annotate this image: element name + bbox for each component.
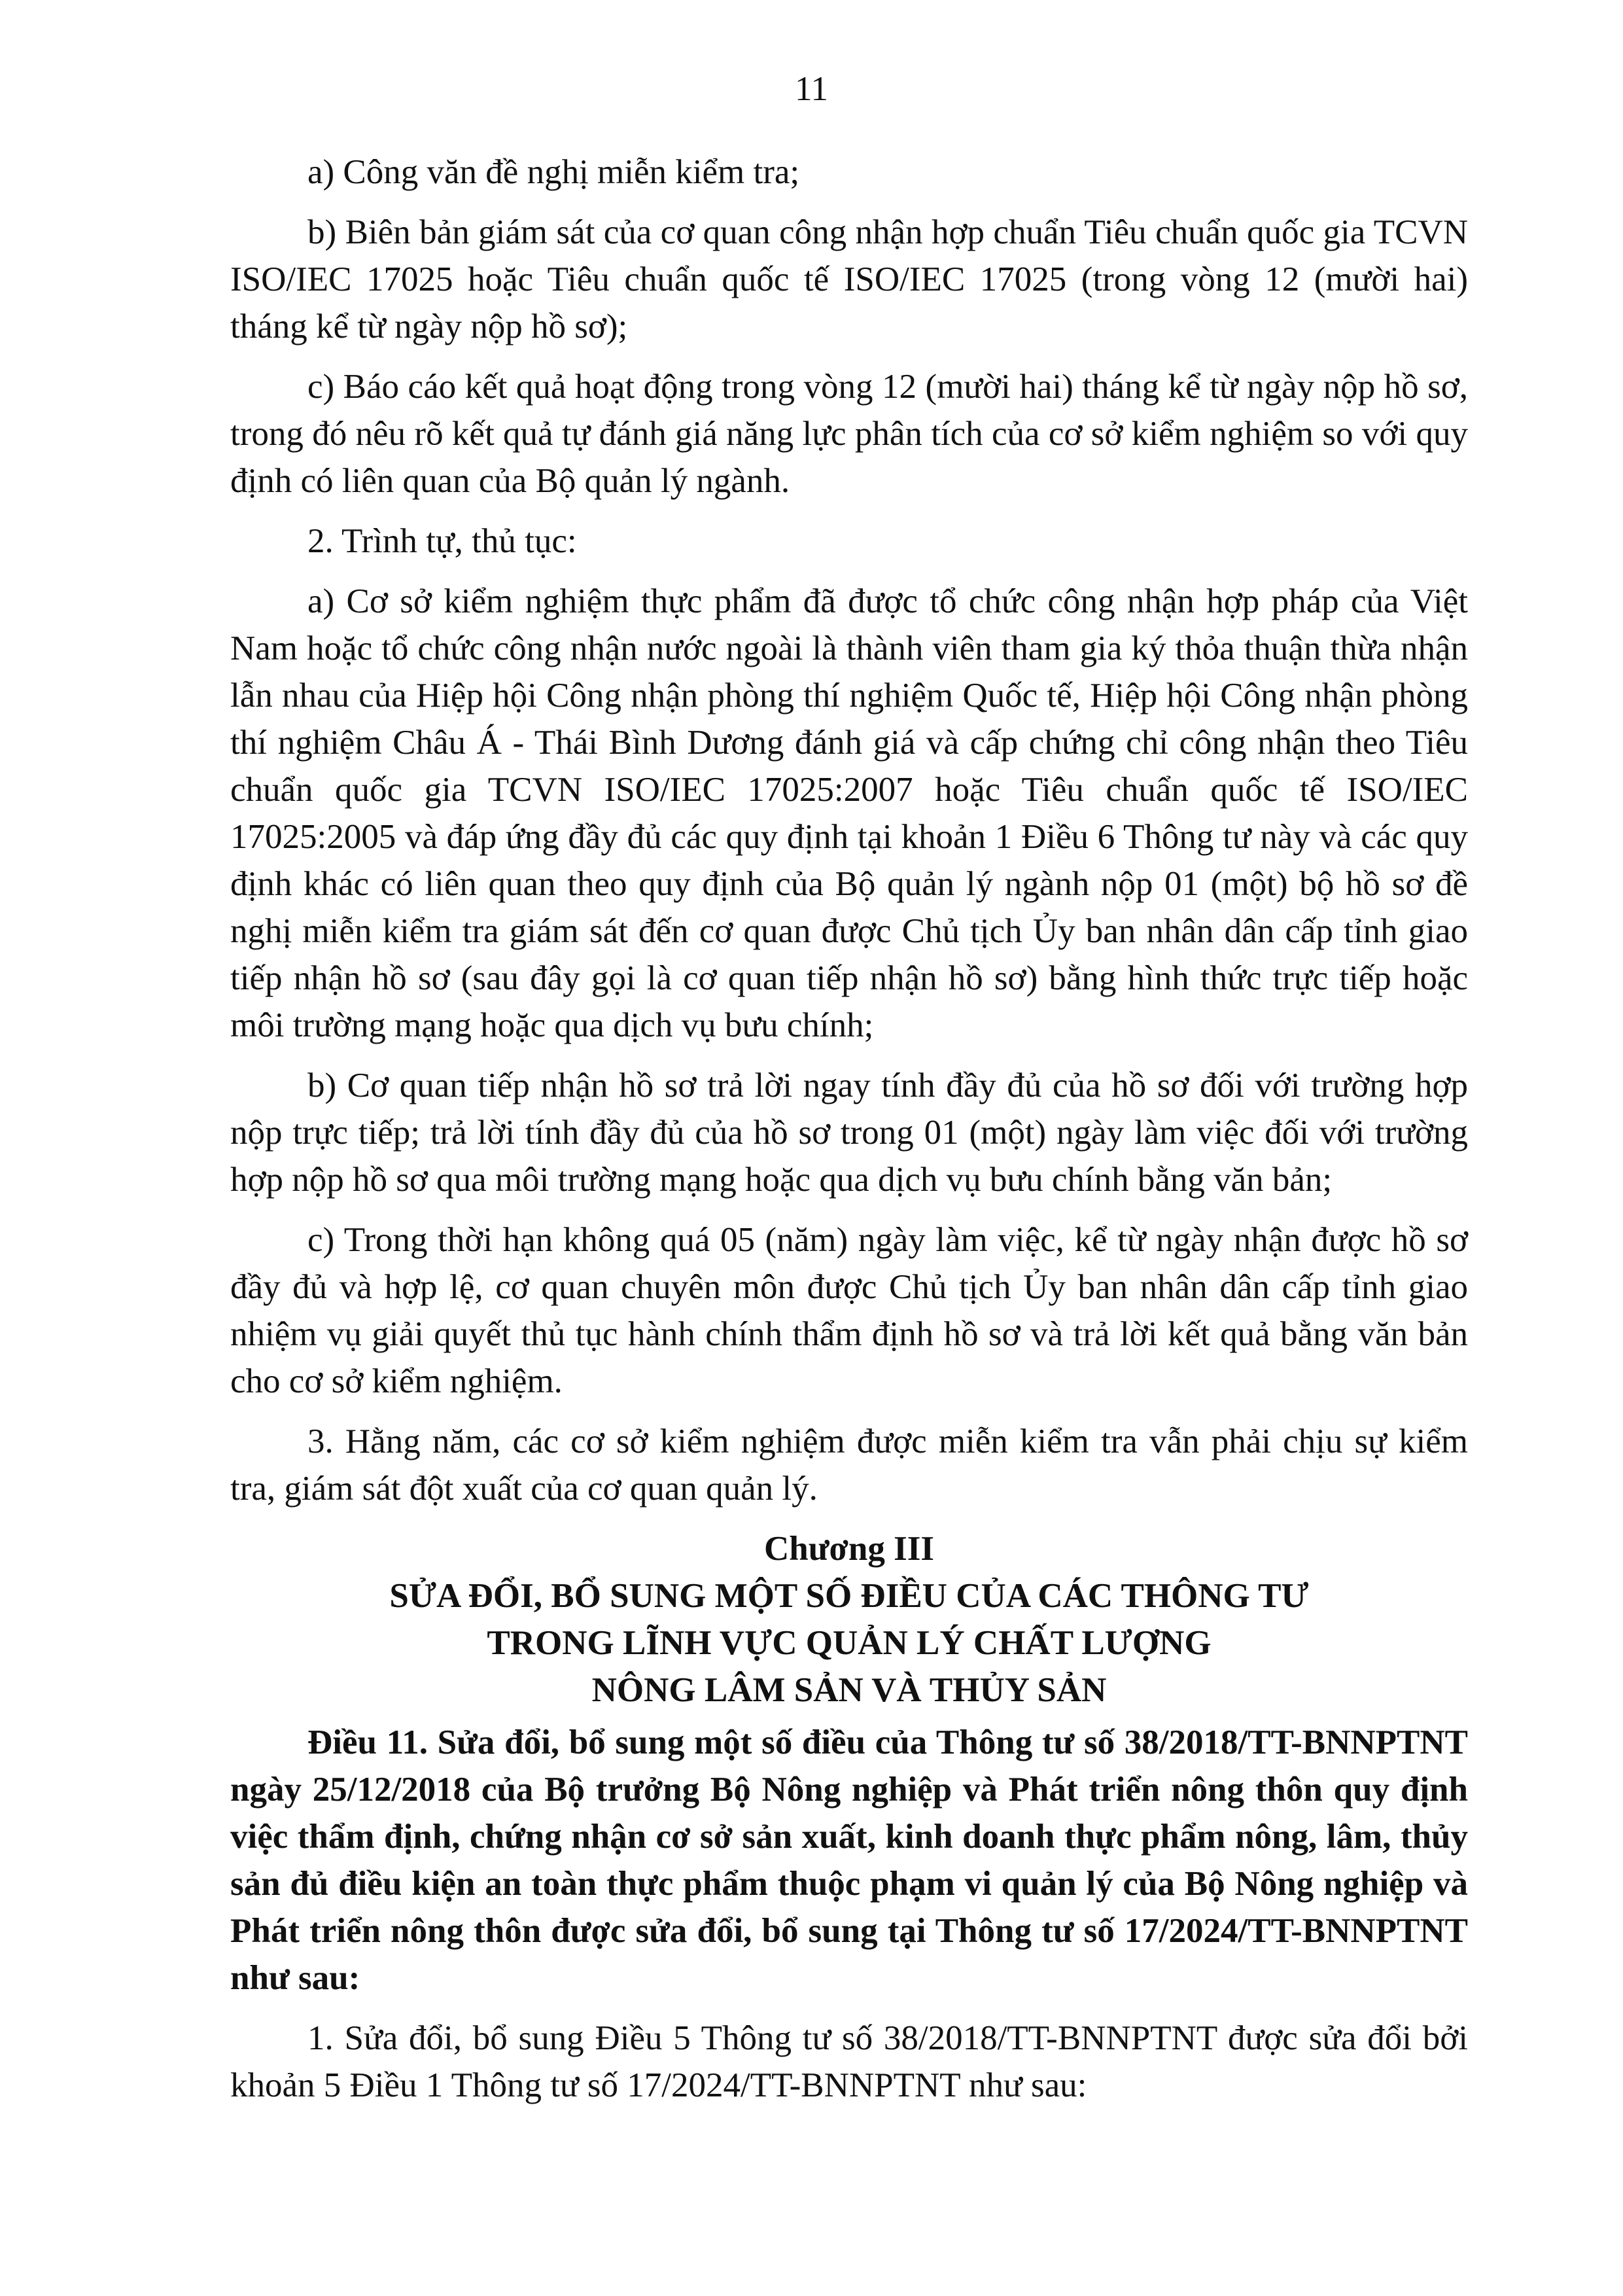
paragraph: a) Công văn đề nghị miễn kiểm tra;	[307, 153, 800, 191]
chapter-heading	[230, 1525, 1468, 1714]
paragraph: a) Cơ sở kiểm nghiệm thực phẩm đã được tổ chức công nhận hợp pháp của Việt Nam hoặc tổ chức công nhận nước ngoài là thành viên tham gia ký thỏa thuận thừa nhận lẫn nhau của Hiệp hội Công nhận phòng thí nghiệm Quốc tế, Hiệp hội Công nhận phòng thí nghiệm Châu Á - Thái Bình Dương đánh giá và cấp chứng chỉ công nhận theo Tiêu chuẩn quốc gia TCVN ISO/IEC 17025:2007 hoặc Tiêu chuẩn quốc tế ISO/IEC 17025:2005 và đáp ứng đầy đủ các quy định tại khoản 1 Điều 6 Thông tư này và các quy định khác có liên quan theo quy định của Bộ quản lý ngành nộp 01 (một) bộ hồ sơ đề nghị miễn kiểm tra giám sát đến cơ quan được Chủ tịch Ủy ban nhân dân cấp tỉnh giao tiếp nhận hồ sơ (sau đây gọi là cơ quan tiếp nhận hồ sơ) bằng hình thức trực tiếp hoặc môi trường mạng hoặc qua dịch vụ bưu chính;	[230, 582, 1468, 1044]
paragraph: c) Báo cáo kết quả hoạt động trong vòng 12 (mười hai) tháng kể từ ngày nộp hồ sơ, trong đó nêu rõ kết quả tự đánh giá năng lực phân tích của cơ sở kiểm nghiệm so với quy định có liên quan của Bộ quản lý ngành.	[230, 368, 1468, 500]
paragraph: c) Trong thời hạn không quá 05 (năm) ngày làm việc, kể từ ngày nhận được hồ sơ đầy đủ và hợp lệ, cơ quan chuyên môn được Chủ tịch Ủy ban nhân dân cấp tỉnh giao nhiệm vụ giải quyết thủ tục hành chính thẩm định hồ sơ và trả lời kết quả bằng văn bản cho cơ sở kiểm nghiệm.	[230, 1221, 1468, 1400]
paragraph: 1. Sửa đổi, bổ sung Điều 5 Thông tư số 38/2018/TT-BNNPTNT được sửa đổi bởi khoản 5 Điều 1 Thông tư số 17/2024/TT-BNNPTNT như sau:	[230, 2019, 1468, 2104]
paragraph: 2. Trình tự, thủ tục:	[307, 522, 577, 560]
paragraph: b) Biên bản giám sát của cơ quan công nhận hợp chuẩn Tiêu chuẩn quốc gia TCVN ISO/IEC 17025 hoặc Tiêu chuẩn quốc tế ISO/IEC 17025 (trong vòng 12 (mười hai) tháng kể từ ngày nộp hồ sơ);	[230, 213, 1468, 345]
chapter-title-line: TRONG LĨNH VỰC QUẢN LÝ CHẤT LƯỢNG	[487, 1624, 1212, 1662]
chapter-title-line: SỬA ĐỔI, BỔ SUNG MỘT SỐ ĐIỀU CỦA CÁC THÔNG TƯ	[389, 1577, 1309, 1615]
chapter-label: Chương III	[763, 1530, 934, 1568]
paragraph: 3. Hằng năm, các cơ sở kiểm nghiệm được miễn kiểm tra vẫn phải chịu sự kiểm tra, giám sát đột xuất của cơ quan quản lý.	[230, 1422, 1468, 1508]
paragraph: b) Cơ quan tiếp nhận hồ sơ trả lời ngay tính đầy đủ của hồ sơ đối với trường hợp nộp trực tiếp; trả lời tính đầy đủ của hồ sơ trong 01 (một) ngày làm việc đối với trường hợp nộp hồ sơ qua môi trường mạng hoặc qua dịch vụ bưu chính bằng văn bản;	[230, 1067, 1468, 1199]
chapter-title-line: NÔNG LÂM SẢN VÀ THỦY SẢN	[591, 1671, 1107, 1709]
document-body	[230, 149, 1468, 2122]
article-title: Điều 11. Sửa đổi, bổ sung một số điều của Thông tư số 38/2018/TT-BNNPTNT ngày 25/12/2018 của Bộ trưởng Bộ Nông nghiệp và Phát triển nông thôn quy định việc thẩm định, chứng nhận cơ sở sản xuất, kinh doanh thực phẩm nông, lâm, thủy sản đủ điều kiện an toàn thực phẩm thuộc phạm vi quản lý của Bộ Nông nghiệp và Phát triển nông thôn được sửa đổi, bổ sung tại Thông tư số 17/2024/TT-BNNPTNT như sau:	[230, 1723, 1468, 1997]
page-number: 11	[794, 70, 829, 108]
